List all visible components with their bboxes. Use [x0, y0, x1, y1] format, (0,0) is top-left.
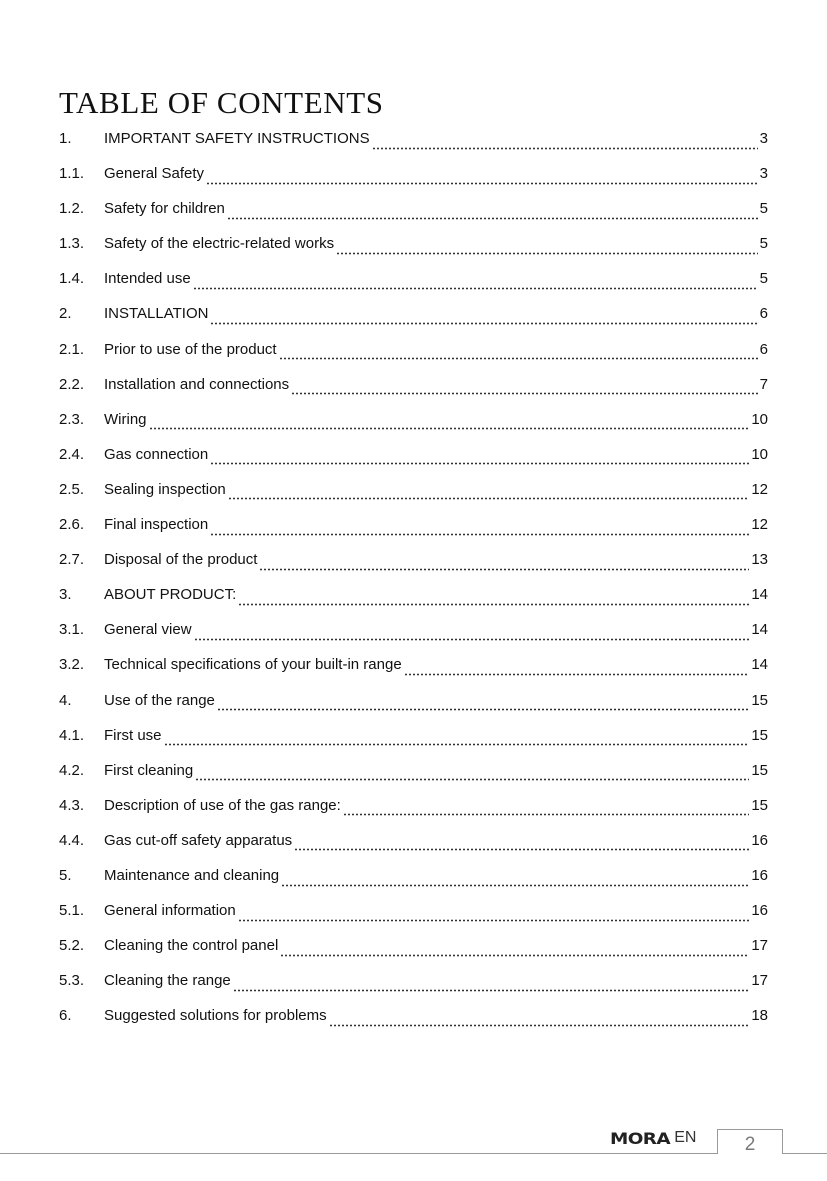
toc-dot-leader	[291, 379, 758, 395]
toc-entry[interactable]	[59, 507, 768, 542]
toc-entry-number: 2.1.	[59, 340, 85, 358]
toc-dot-leader	[279, 344, 758, 360]
toc-entry-page: 5	[759, 200, 768, 218]
toc-dot-leader	[281, 871, 749, 887]
toc-entry-page: 6	[759, 305, 768, 323]
toc-entry[interactable]	[59, 893, 768, 928]
toc-dot-leader	[238, 590, 749, 606]
toc-entry-number: 4.3.	[59, 796, 85, 814]
toc-entry[interactable]	[59, 753, 768, 788]
toc-entry-page: 17	[751, 937, 768, 955]
toc-entry-title: Gas connection	[104, 445, 209, 463]
toc-dot-leader	[233, 976, 750, 992]
toc-entry-number: 2.5.	[59, 480, 85, 498]
footer-divider-right	[783, 1153, 827, 1154]
toc-entry-page: 16	[751, 902, 768, 920]
toc-entry[interactable]	[59, 577, 768, 612]
mora-logo: MORA	[610, 1128, 671, 1148]
toc-entry-number: 3.	[59, 586, 72, 604]
toc-entry[interactable]	[59, 612, 768, 647]
toc-dot-leader	[329, 1011, 750, 1027]
toc-dot-leader	[193, 274, 758, 290]
toc-entry-number: 4.4.	[59, 831, 85, 849]
toc-entry[interactable]	[59, 823, 768, 858]
toc-dot-leader	[149, 414, 750, 430]
toc-dot-leader	[343, 800, 750, 816]
toc-dot-leader	[404, 660, 750, 676]
toc-entry-number: 5.	[59, 866, 72, 884]
toc-entry-title: Installation and connections	[104, 375, 290, 393]
toc-entry-number: 1.2.	[59, 200, 85, 218]
toc-entry-page: 14	[751, 656, 768, 674]
toc-entry[interactable]	[59, 718, 768, 753]
toc-entry-number: 4.1.	[59, 726, 85, 744]
toc-entry-title: General view	[104, 621, 192, 639]
toc-entry-number: 2.7.	[59, 551, 85, 569]
toc-entry[interactable]	[59, 963, 768, 998]
toc-entry-title: Safety of the electric-related works	[104, 235, 335, 253]
toc-entry-title: ABOUT PRODUCT:	[104, 586, 237, 604]
toc-entry-page: 15	[751, 726, 768, 744]
toc-entry-page: 12	[751, 480, 768, 498]
toc-entry[interactable]	[59, 191, 768, 226]
toc-dot-leader	[336, 239, 758, 255]
toc-dot-leader	[164, 730, 750, 746]
toc-entry-number: 1.	[59, 130, 72, 147]
toc-entry[interactable]	[59, 402, 768, 437]
toc-dot-leader	[294, 835, 749, 851]
toc-entry[interactable]	[59, 261, 768, 296]
toc-entry-page: 16	[751, 866, 768, 884]
page-title: TABLE OF CONTENTS	[59, 85, 384, 120]
toc-entry-number: 1.3.	[59, 235, 85, 253]
toc-entry[interactable]	[59, 296, 768, 331]
toc-dot-leader	[217, 695, 749, 711]
toc-entry-title: Description of use of the gas range:	[104, 796, 341, 814]
toc-entry-title: Use of the range	[104, 691, 215, 709]
language-code: EN	[674, 1129, 697, 1146]
toc-entry-number: 4.	[59, 691, 72, 709]
toc-entry-title: Sealing inspection	[104, 480, 226, 498]
page-number: 2	[717, 1129, 783, 1154]
toc-entry[interactable]	[59, 367, 768, 402]
toc-entry[interactable]	[59, 226, 768, 261]
toc-entry-number: 4.2.	[59, 761, 85, 779]
toc-entry-page: 6	[759, 340, 768, 358]
toc-entry-title: Technical specifications of your built-in range	[104, 656, 402, 674]
toc-entry-page: 14	[751, 621, 768, 639]
toc-entry-title: Wiring	[104, 410, 147, 428]
toc-entry-title: Suggested solutions for problems	[104, 1007, 327, 1025]
toc-entry-page: 15	[751, 796, 768, 814]
toc-entry[interactable]	[59, 683, 768, 718]
toc-entry-number: 5.3.	[59, 972, 85, 990]
toc-entry-title: General Safety	[104, 165, 205, 183]
toc-entry[interactable]	[59, 332, 768, 367]
toc-entry[interactable]	[59, 542, 768, 577]
toc-entry-title: General information	[104, 902, 236, 920]
toc-entry-title: First cleaning	[104, 761, 194, 779]
toc-dot-leader	[195, 765, 749, 781]
toc-dot-leader	[210, 449, 749, 465]
table-of-contents	[59, 121, 768, 1033]
toc-entry-number: 5.1.	[59, 902, 85, 920]
toc-entry-page: 5	[759, 235, 768, 253]
toc-entry[interactable]	[59, 788, 768, 823]
toc-entry-title: Cleaning the range	[104, 972, 231, 990]
toc-entry-page: 18	[751, 1007, 768, 1025]
toc-entry-title: Disposal of the product	[104, 551, 258, 569]
toc-dot-leader	[206, 169, 758, 185]
toc-entry-title: Prior to use of the product	[104, 340, 277, 358]
toc-entry-number: 3.2.	[59, 656, 85, 674]
toc-dot-leader	[372, 134, 758, 150]
toc-dot-leader	[194, 625, 750, 641]
toc-entry-page: 10	[751, 445, 768, 463]
toc-entry-page: 16	[751, 831, 768, 849]
toc-entry-page: 14	[751, 586, 768, 604]
toc-entry-title: Final inspection	[104, 516, 209, 534]
toc-entry-number: 6.	[59, 1007, 72, 1025]
toc-entry-title: First use	[104, 726, 162, 744]
toc-entry-page: 7	[759, 375, 768, 393]
toc-entry-title: IMPORTANT SAFETY INSTRUCTIONS	[104, 130, 370, 147]
toc-dot-leader	[238, 906, 750, 922]
toc-entry-page: 15	[751, 691, 768, 709]
toc-dot-leader	[228, 484, 750, 500]
toc-entry-title: Cleaning the control panel	[104, 937, 279, 955]
toc-entry[interactable]	[59, 647, 768, 682]
toc-entry-number: 2.6.	[59, 516, 85, 534]
toc-entry[interactable]	[59, 121, 768, 156]
toc-dot-leader	[280, 941, 749, 957]
toc-entry-number: 2.4.	[59, 445, 85, 463]
toc-entry-title: Maintenance and cleaning	[104, 866, 280, 884]
toc-dot-leader	[210, 309, 757, 325]
toc-dot-leader	[259, 555, 749, 571]
toc-entry-title: Gas cut-off safety apparatus	[104, 831, 293, 849]
toc-entry-page: 13	[751, 551, 768, 569]
toc-entry-page: 15	[751, 761, 768, 779]
toc-entry-page: 12	[751, 516, 768, 534]
toc-entry[interactable]	[59, 156, 768, 191]
toc-entry-number: 3.1.	[59, 621, 85, 639]
toc-entry-page: 17	[751, 972, 768, 990]
toc-entry-number: 5.2.	[59, 937, 85, 955]
toc-entry[interactable]	[59, 998, 768, 1033]
toc-entry[interactable]	[59, 472, 768, 507]
footer-divider	[0, 1153, 717, 1154]
toc-entry[interactable]	[59, 858, 768, 893]
toc-entry-title: Intended use	[104, 270, 191, 288]
toc-entry-number: 2.3.	[59, 410, 85, 428]
toc-entry-title: Safety for children	[104, 200, 225, 218]
toc-entry-page: 10	[751, 410, 768, 428]
toc-entry[interactable]	[59, 437, 768, 472]
toc-entry-number: 1.1.	[59, 165, 85, 183]
toc-entry-title: INSTALLATION	[104, 305, 209, 323]
toc-entry[interactable]	[59, 928, 768, 963]
toc-entry-page: 3	[759, 130, 768, 147]
toc-entry-number: 1.4.	[59, 270, 85, 288]
toc-dot-leader	[227, 204, 758, 220]
toc-entry-number: 2.	[59, 305, 72, 323]
toc-dot-leader	[210, 520, 749, 536]
toc-entry-page: 3	[759, 165, 768, 183]
toc-entry-number: 2.2.	[59, 375, 85, 393]
footer-brand	[610, 1127, 696, 1149]
toc-entry-page: 5	[759, 270, 768, 288]
